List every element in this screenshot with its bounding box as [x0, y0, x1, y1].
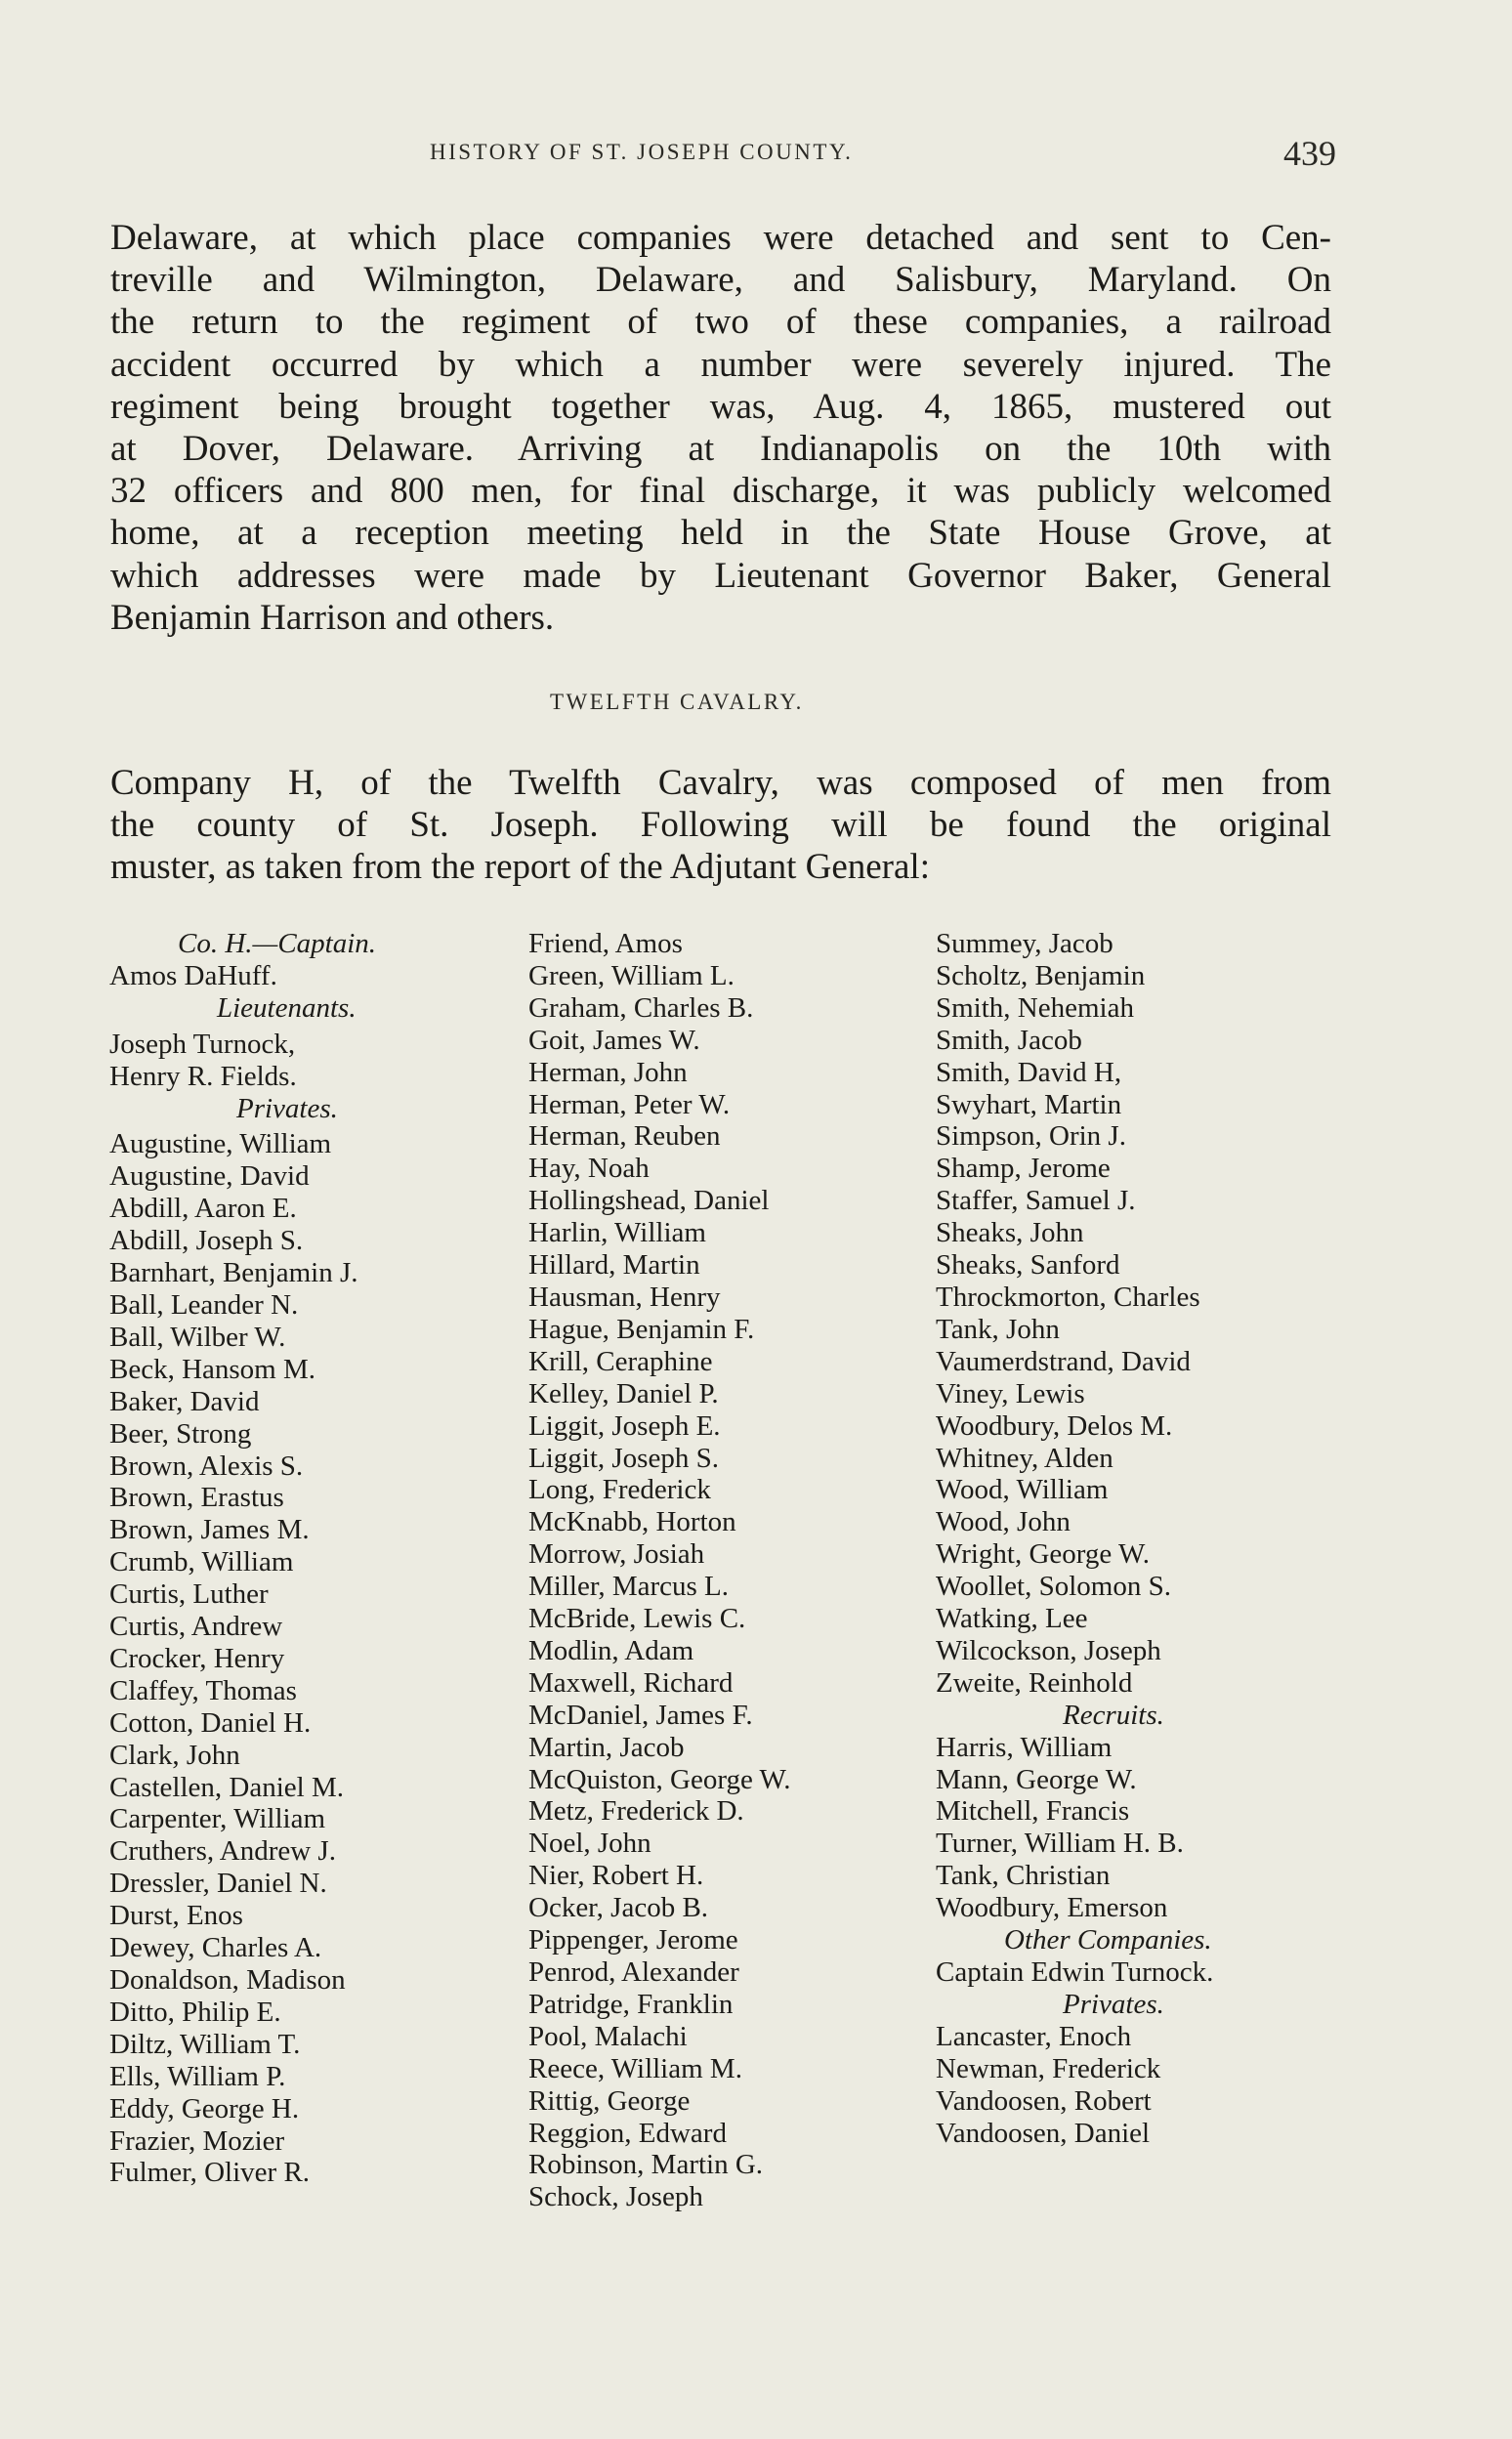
roster-entry: Curtis, Andrew	[109, 1611, 283, 1643]
roster-entry: Reece, William M.	[528, 2052, 742, 2084]
roster-entry: Green, William L.	[528, 959, 735, 991]
roster-entry: Durst, Enos	[109, 1900, 243, 1932]
roster-entry: Nier, Robert H.	[528, 1860, 704, 1892]
lieutenants-heading: Lieutenants.	[217, 991, 357, 1024]
paragraph-line: regiment being brought together was, Aug. 4, 1865, mustered out	[110, 386, 1331, 427]
roster-entry: Tank, John	[936, 1313, 1060, 1345]
roster-entry: Watking, Lee	[936, 1603, 1088, 1635]
roster-entry: Liggit, Joseph E.	[528, 1409, 721, 1442]
roster-entry: Wilcockson, Joseph	[936, 1634, 1161, 1666]
roster-entry: Herman, Peter W.	[528, 1088, 731, 1120]
roster-entry: Mitchell, Francis	[936, 1795, 1130, 1828]
roster-entry: Curtis, Luther	[109, 1578, 269, 1611]
privates-list	[109, 1128, 376, 2189]
roster-column-2	[528, 928, 791, 2213]
roster-entry: Smith, Jacob	[936, 1024, 1082, 1056]
roster-entry: Lancaster, Enoch	[936, 2020, 1132, 2052]
roster-entry: McQuiston, George W.	[528, 1763, 791, 1795]
paragraph-line: the return to the regiment of two of these companies, a railroad	[110, 302, 1331, 343]
recruits-heading: Recruits.	[1063, 1699, 1164, 1731]
roster-entry: Cruthers, Andrew J.	[109, 1835, 336, 1868]
roster-entry: Modlin, Adam	[528, 1634, 694, 1666]
section-paragraph	[110, 762, 1331, 889]
roster-entry: Mann, George W.	[936, 1763, 1137, 1795]
roster-entry: Hay, Noah	[528, 1153, 650, 1185]
roster-entry: McBride, Lewis C.	[528, 1603, 746, 1635]
roster-entry: Ditto, Philip E.	[109, 1996, 281, 2028]
roster-entry: Harlin, William	[528, 1217, 706, 1249]
roster-entry: Wood, William	[936, 1474, 1109, 1506]
roster-entry: Woollet, Solomon S.	[936, 1571, 1171, 1603]
roster-entry: Dewey, Charles A.	[109, 1932, 322, 1964]
roster-entry: Wright, George W.	[936, 1538, 1150, 1571]
roster-entry: Ocker, Jacob B.	[528, 1892, 709, 1924]
paragraph-line: treville and Wilmington, Delaware, and Salisbury, Maryland. On	[110, 260, 1331, 301]
paragraph-line: accident occurred by which a number were severely injured. The	[110, 344, 1331, 385]
roster-entry: Diltz, William T.	[109, 2028, 301, 2060]
roster-entry: Crocker, Henry	[109, 1642, 285, 1674]
roster-entry: Friend, Amos	[528, 928, 683, 959]
roster-entry: Barnhart, Benjamin J.	[109, 1257, 358, 1289]
roster-entry: Throckmorton, Charles	[936, 1281, 1200, 1313]
roster-entry: Swyhart, Martin	[936, 1088, 1122, 1120]
roster-entry: Abdill, Joseph S.	[109, 1225, 304, 1257]
roster-entry: Ball, Wilber W.	[109, 1321, 286, 1353]
roster-entry: Pool, Malachi	[528, 2020, 688, 2052]
recruits-list	[936, 1732, 1213, 1924]
section-title: TWELFTH CAVALRY.	[550, 690, 804, 714]
roster-entry: Robinson, Martin G.	[528, 2149, 764, 2181]
roster-entry: Donaldson, Madison	[109, 1964, 346, 1996]
intro-paragraph	[110, 217, 1331, 639]
paragraph-line: home, at a reception meeting held in the State House Grove, at	[110, 513, 1331, 554]
roster-entry: Castellen, Daniel M.	[109, 1771, 345, 1803]
roster-entry: Brown, Alexis S.	[109, 1450, 304, 1482]
roster-entry: Shamp, Jerome	[936, 1153, 1111, 1185]
roster-entry: Baker, David	[109, 1385, 260, 1417]
roster-entry: Frazier, Mozier	[109, 2124, 285, 2157]
roster-entry: Morrow, Josiah	[528, 1538, 705, 1571]
privates-list	[936, 928, 1213, 1700]
roster-entry: Graham, Charles B.	[528, 991, 754, 1024]
roster-entry: Herman, John	[528, 1056, 688, 1088]
roster-entry: Whitney, Alden	[936, 1442, 1113, 1474]
roster-entry: Vandoosen, Daniel	[936, 2117, 1151, 2149]
roster-entry: Viney, Lewis	[936, 1377, 1085, 1409]
privates-heading: Privates.	[236, 1092, 338, 1124]
paragraph-line: 32 officers and 800 men, for final discharge, it was publicly welcomed	[110, 471, 1331, 512]
roster-entry: Metz, Frederick D.	[528, 1795, 744, 1828]
roster-entry: Goit, James W.	[528, 1024, 700, 1056]
roster-entry: Woodbury, Delos M.	[936, 1409, 1173, 1442]
roster-entry: Vandoosen, Robert	[936, 2084, 1152, 2117]
roster-entry: Maxwell, Richard	[528, 1666, 734, 1699]
roster-entry: Beer, Strong	[109, 1417, 252, 1450]
roster-entry: Vaumerdstrand, David	[936, 1345, 1191, 1377]
other-captain: Captain Edwin Turnock.	[936, 1956, 1214, 1988]
roster-entry: Hillard, Martin	[528, 1249, 700, 1282]
roster-entry: Sheaks, John	[936, 1217, 1084, 1249]
roster-entry: Beck, Hansom M.	[109, 1353, 316, 1385]
roster-entry: Eddy, George H.	[109, 2092, 300, 2124]
roster-entry: McDaniel, James F.	[528, 1699, 753, 1731]
running-title: HISTORY OF ST. JOSEPH COUNTY.	[430, 140, 854, 164]
paragraph-line: the county of St. Joseph. Following will be found the original	[110, 805, 1331, 846]
roster-entry: Hausman, Henry	[528, 1281, 721, 1313]
roster-entry: Crumb, William	[109, 1546, 294, 1578]
roster-entry: Pippenger, Jerome	[528, 1924, 738, 1956]
roster-entry: Krill, Ceraphine	[528, 1345, 713, 1377]
roster-entry: Fulmer, Oliver R.	[109, 2157, 311, 2189]
roster-entry: Augustine, David	[109, 1160, 310, 1193]
roster-entry: Tank, Christian	[936, 1860, 1111, 1892]
roster-entry: Newman, Frederick	[936, 2052, 1161, 2084]
roster-entry: Reggion, Edward	[528, 2117, 727, 2149]
roster-entry: Smith, Nehemiah	[936, 991, 1134, 1024]
roster-entry: Carpenter, William	[109, 1803, 326, 1835]
roster-entry: Long, Frederick	[528, 1474, 711, 1506]
roster-entry: Summey, Jacob	[936, 928, 1113, 959]
roster-entry: Augustine, William	[109, 1128, 332, 1160]
roster-entry: Hague, Benjamin F.	[528, 1313, 755, 1345]
roster-entry: Wood, John	[936, 1506, 1071, 1538]
roster-entry: Kelley, Daniel P.	[528, 1377, 719, 1409]
roster-entry: Simpson, Orin J.	[936, 1120, 1126, 1153]
roster-entry: Schock, Joseph	[528, 2181, 703, 2213]
captain-name: Amos DaHuff.	[109, 959, 277, 991]
roster-entry: Brown, James M.	[109, 1514, 310, 1546]
paragraph-line: Benjamin Harrison and others.	[110, 597, 555, 638]
roster-entry: Miller, Marcus L.	[528, 1571, 730, 1603]
roster-entry: Abdill, Aaron E.	[109, 1193, 297, 1225]
lieutenants-list	[109, 1029, 376, 1093]
roster-entry: Noel, John	[528, 1828, 651, 1860]
other-privates-list	[936, 2021, 1213, 2150]
roster-entry: Staffer, Samuel J.	[936, 1185, 1136, 1217]
roster-entry: Zweite, Reinhold	[936, 1666, 1133, 1699]
paragraph-line: Delaware, at which place companies were detached and sent to Cen-	[110, 218, 1331, 258]
roster-entry: Ball, Leander N.	[109, 1288, 299, 1321]
roster-column-3	[936, 928, 1213, 2149]
roster-entry: Woodbury, Emerson	[936, 1892, 1168, 1924]
roster-column-1	[109, 928, 376, 2189]
roster-entry: Martin, Jacob	[528, 1731, 685, 1763]
roster-entry: Henry R. Fields.	[109, 1060, 297, 1092]
other-privates-heading: Privates.	[1063, 1988, 1164, 2020]
roster-entry: Claffey, Thomas	[109, 1674, 297, 1706]
roster-entry: Smith, David H,	[936, 1056, 1122, 1088]
paragraph-line: Company H, of the Twelfth Cavalry, was composed of men from	[110, 763, 1331, 803]
roster-entry: Dressler, Daniel N.	[109, 1868, 327, 1900]
roster-entry: Joseph Turnock,	[109, 1028, 296, 1060]
roster-entry: Turner, William H. B.	[936, 1828, 1184, 1860]
roster-entry: Penrod, Alexander	[528, 1956, 739, 1988]
roster-entry: Cotton, Daniel H.	[109, 1706, 312, 1739]
roster-entry: Scholtz, Benjamin	[936, 959, 1146, 991]
roster-entry: Ells, William P.	[109, 2060, 286, 2092]
roster-entry: Liggit, Joseph S.	[528, 1442, 719, 1474]
other-companies-heading: Other Companies.	[1004, 1924, 1212, 1956]
captain-heading: Co. H.—Captain.	[178, 928, 377, 959]
privates-list	[528, 928, 791, 2213]
paragraph-line: which addresses were made by Lieutenant Governor Baker, General	[110, 555, 1331, 596]
roster-entry: McKnabb, Horton	[528, 1506, 736, 1538]
roster-entry: Brown, Erastus	[109, 1482, 284, 1514]
page-number: 439	[1283, 134, 1336, 173]
roster-entry: Harris, William	[936, 1731, 1113, 1763]
roster-entry: Clark, John	[109, 1739, 240, 1771]
paragraph-line: at Dover, Delaware. Arriving at Indianapolis on the 10th with	[110, 429, 1331, 470]
roster-entry: Rittig, George	[528, 2084, 691, 2117]
roster-entry: Hollingshead, Daniel	[528, 1185, 770, 1217]
paragraph-line: muster, as taken from the report of the Adjutant General:	[110, 847, 930, 888]
roster-entry: Patridge, Franklin	[528, 1988, 734, 2020]
roster-entry: Herman, Reuben	[528, 1120, 721, 1153]
roster-entry: Sheaks, Sanford	[936, 1249, 1120, 1282]
